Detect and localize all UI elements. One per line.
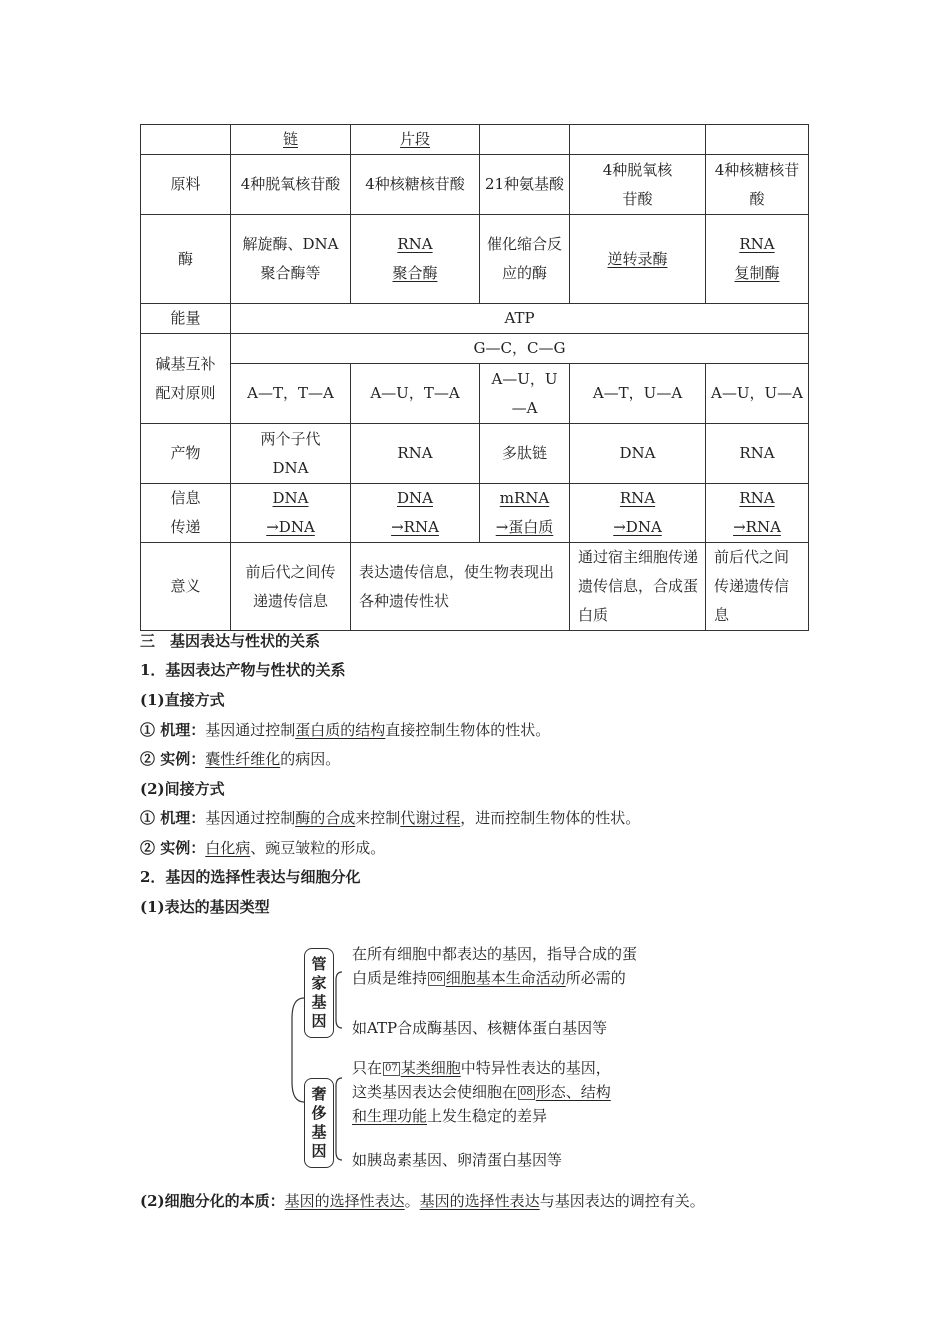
- table-cell: A—T，T—A: [231, 364, 351, 424]
- text: 基因通过控制: [205, 721, 296, 739]
- table-cell: 多肽链: [480, 424, 570, 484]
- label-text: ① 机理：: [140, 721, 206, 739]
- answer-text: 细胞基本生命活动: [445, 969, 566, 987]
- table-row: [141, 484, 809, 543]
- table-cell: 4种脱氧核苷酸: [570, 155, 706, 215]
- table-cell: A—U，U—A: [706, 364, 809, 424]
- paragraph-example-direct: [140, 749, 340, 769]
- cell-text: DNA: [272, 489, 309, 507]
- table-row: [141, 125, 809, 155]
- box-char: 因: [311, 1012, 327, 1030]
- diagram-text: 如胰岛素基因、卵清蛋白基因等: [352, 1151, 563, 1169]
- paragraph-mechanism-direct: [140, 720, 550, 740]
- table-cell: [570, 215, 706, 304]
- label-text: 传递: [170, 518, 201, 536]
- cell-text: mRNA: [499, 489, 550, 507]
- heading-2: 2．基因的选择性表达与细胞分化: [140, 868, 361, 886]
- table-cell: 解旋酶、DNA聚合酶等: [231, 215, 351, 304]
- comparison-table: [140, 124, 809, 631]
- diagram-text: 在所有细胞中都表达的基因，指导合成的蛋: [352, 945, 638, 963]
- cell-text: 复制酶: [734, 264, 780, 282]
- table-cell: [351, 215, 480, 304]
- cell-text: →DNA: [613, 518, 662, 536]
- table-cell: 4种脱氧核苷酸: [231, 155, 351, 215]
- text: 基因通过控制: [205, 809, 296, 827]
- table-cell: 21种氨基酸: [480, 155, 570, 215]
- answer-text: 某类细胞: [400, 1059, 461, 1077]
- table-cell: 前后代之间传递遗传信息: [231, 543, 351, 631]
- label-text: ② 实例：: [140, 750, 206, 768]
- cell-text: 聚合酶: [392, 264, 438, 282]
- cell-text: →RNA: [391, 518, 439, 536]
- cell-text: →RNA: [733, 518, 781, 536]
- table-cell: RNA: [706, 424, 809, 484]
- box-char: 侈: [311, 1104, 327, 1122]
- box-char: 基: [311, 1123, 327, 1141]
- text: 所必需的: [565, 969, 626, 987]
- blank-number: 06: [430, 973, 443, 984]
- cell-text: RNA: [397, 235, 433, 253]
- text: 与基因表达的调控有关。: [539, 1192, 705, 1210]
- row-label: 意义: [141, 543, 231, 631]
- housekeeping-gene-box: [304, 948, 334, 1038]
- blank-number: 07: [385, 1063, 398, 1074]
- cell-text: 链: [282, 130, 298, 148]
- luxury-gene-box: [304, 1078, 334, 1168]
- table-cell: DNA: [570, 424, 706, 484]
- table-cell: [480, 484, 570, 543]
- box-char: 管: [311, 955, 327, 973]
- answer-text: 酶的合成: [295, 809, 356, 827]
- label-text: ② 实例：: [140, 839, 206, 857]
- table-cell: A—U，T—A: [351, 364, 480, 424]
- table-cell: 4种核糖核苷酸: [706, 155, 809, 215]
- heading-1: 1．基因表达产物与性状的关系: [140, 661, 346, 679]
- answer-text: 形态、结构: [535, 1083, 611, 1101]
- table-cell: 两个子代DNA: [231, 424, 351, 484]
- heading-2-1: (1)表达的基因类型: [140, 898, 270, 916]
- table-cell: 表达遗传信息，使生物表现出各种遗传性状: [351, 543, 570, 631]
- table-row: [141, 155, 809, 215]
- answer-text: 基因的选择性表达: [284, 1192, 405, 1210]
- table-cell: [351, 125, 480, 155]
- text: 、豌豆皱粒的形成。: [250, 839, 386, 857]
- table-row: [141, 304, 809, 334]
- table-row: [141, 424, 809, 484]
- table-cell: [706, 125, 809, 155]
- paragraph-example-indirect: [140, 838, 385, 858]
- row-label: 碱基互补配对原则: [141, 334, 231, 424]
- cell-text: →蛋白质: [495, 518, 554, 536]
- answer-text: 囊性纤维化: [205, 750, 281, 768]
- answer-text: 代谢过程: [400, 809, 461, 827]
- table-cell: [231, 125, 351, 155]
- text: 这类基因表达会使细胞在: [352, 1083, 518, 1101]
- paragraph-differentiation: [140, 1191, 705, 1211]
- label-text: ① 机理：: [140, 809, 206, 827]
- box-char: 奢: [311, 1085, 327, 1103]
- table-cell: 4种核糖核苷酸: [351, 155, 480, 215]
- table-cell: ATP: [231, 304, 809, 334]
- row-label: 原料: [141, 155, 231, 215]
- text: 只在: [352, 1059, 383, 1077]
- heading-1-2: (2)间接方式: [140, 780, 225, 798]
- label-text: (2)细胞分化的本质：: [140, 1192, 285, 1210]
- table-cell: RNA: [351, 424, 480, 484]
- table-cell: [480, 125, 570, 155]
- text: 直接控制生物体的性状。: [385, 721, 551, 739]
- table-cell: [706, 484, 809, 543]
- blank-number: 08: [520, 1087, 533, 1098]
- answer-text: 蛋白质的结构: [295, 721, 386, 739]
- answer-text: 白化病: [205, 839, 251, 857]
- table-cell: [706, 215, 809, 304]
- table-cell: 催化缩合反应的酶: [480, 215, 570, 304]
- cell-text: DNA: [397, 489, 433, 507]
- table-cell: A—T，U—A: [570, 364, 706, 424]
- cell-text: 逆转录酶: [607, 249, 668, 268]
- table-cell: A—U，U—A: [480, 364, 570, 424]
- diagram-text: [352, 1056, 611, 1080]
- text: 。: [404, 1192, 420, 1210]
- section-title: 三 基因表达与性状的关系: [140, 632, 321, 650]
- cell-text: 片段: [399, 130, 430, 148]
- answer-text: 基因的选择性表达: [419, 1192, 540, 1210]
- text: 白质是维持: [352, 969, 428, 987]
- box-char: 基: [311, 993, 327, 1011]
- table-row: [141, 334, 809, 364]
- row-label: [141, 484, 231, 543]
- gene-type-diagram: [290, 938, 670, 1178]
- row-label: 产物: [141, 424, 231, 484]
- cell-text: RNA: [739, 489, 775, 507]
- label-text: 信息: [170, 489, 201, 507]
- diagram-text: 如ATP合成酶基因、核糖体蛋白基因等: [352, 1019, 608, 1037]
- table-cell: [570, 125, 706, 155]
- heading-1-1: (1)直接方式: [140, 691, 225, 709]
- text: 中特异性表达的基因，: [460, 1059, 611, 1077]
- table-row: [141, 215, 809, 304]
- table-row: [141, 364, 809, 424]
- table-cell: G—C，C—G: [231, 334, 809, 364]
- cell-text: →DNA: [266, 518, 315, 536]
- diagram-text: [352, 966, 626, 990]
- text: 来控制: [355, 809, 401, 827]
- table-cell: [141, 125, 231, 155]
- box-char: 家: [311, 974, 327, 992]
- answer-text: 和生理功能: [352, 1107, 428, 1125]
- cell-text: RNA: [619, 489, 656, 507]
- text: ，进而控制生物体的性状。: [460, 809, 641, 827]
- table-cell: 前后代之间传递遗传信息: [706, 543, 809, 631]
- table-cell: 通过宿主细胞传递遗传信息，合成蛋白质: [570, 543, 706, 631]
- table-cell: [231, 484, 351, 543]
- box-char: 因: [311, 1142, 327, 1160]
- diagram-text: [352, 1104, 547, 1128]
- row-label: 能量: [141, 304, 231, 334]
- table-cell: [351, 484, 480, 543]
- cell-text: RNA: [739, 235, 775, 253]
- paragraph-mechanism-indirect: [140, 808, 640, 828]
- text: 上发生稳定的差异: [427, 1107, 548, 1125]
- text: 的病因。: [280, 750, 341, 768]
- row-label: 酶: [141, 215, 231, 304]
- table-cell: [570, 484, 706, 543]
- diagram-text: [352, 1080, 611, 1104]
- table-row: [141, 543, 809, 631]
